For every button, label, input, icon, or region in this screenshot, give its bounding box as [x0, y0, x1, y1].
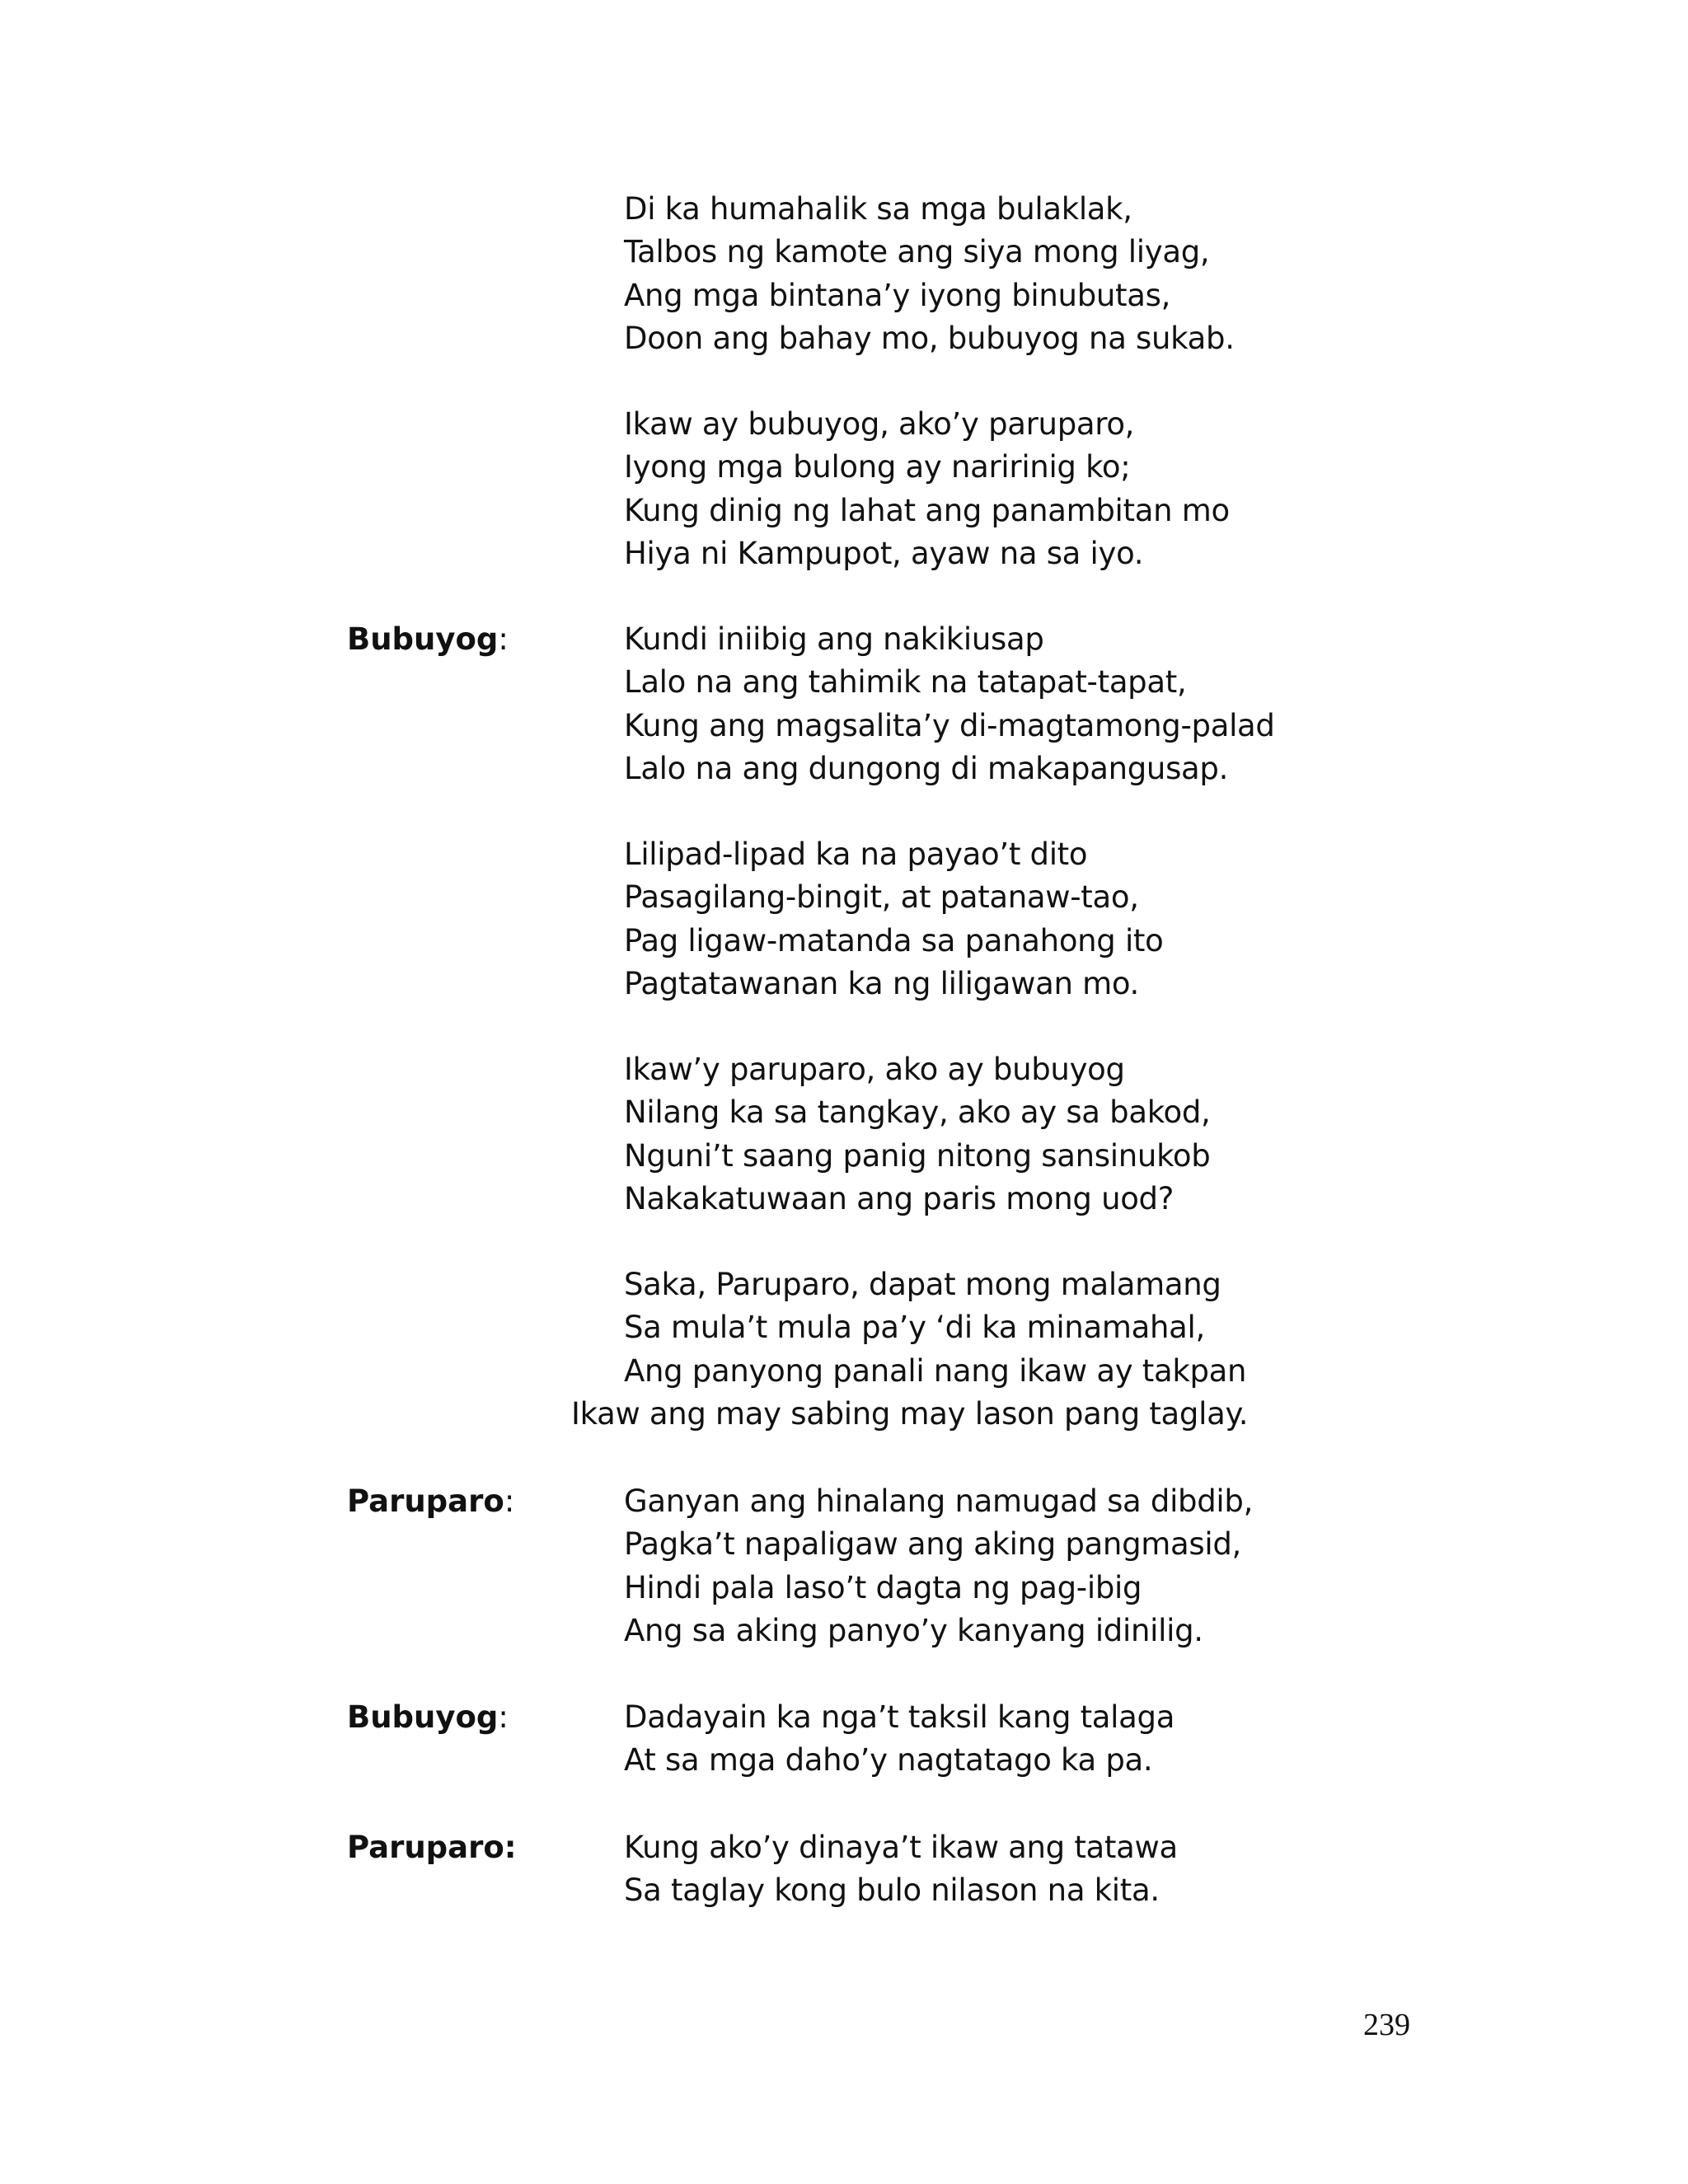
speaker-label	[347, 1696, 509, 1739]
poem-line: Nakakatuwaan ang paris mong uod?	[624, 1181, 1175, 1216]
page-number: 239	[1363, 2008, 1410, 2042]
poem-line: Doon ang bahay mo, bubuyog na sukab.	[624, 321, 1235, 356]
poem-line: Nilang ka sa tangkay, ako ay sa bakod,	[624, 1094, 1211, 1130]
speaker-name: Paruparo:	[347, 1830, 517, 1865]
poem-line: Pasagilang-bingit, at patanaw-tao,	[624, 879, 1139, 915]
poem-line: Hiya ni Kampupot, ayaw na sa iyo.	[624, 536, 1144, 571]
speaker-label	[347, 618, 509, 661]
speaker-name: Bubuyog	[347, 1699, 499, 1735]
poem-line: Dadayain ka nga’t taksil kang talaga	[624, 1699, 1175, 1735]
poem-line: Ganyan ang hinalang namugad sa dibdib,	[624, 1483, 1254, 1519]
poem-line: Kung ako’y dinaya’t ikaw ang tatawa	[624, 1830, 1178, 1865]
poem-line: Pagtatawanan ka ng liligawan mo.	[624, 966, 1139, 1001]
poem-line: Ang sa aking panyo’y kanyang idinilig.	[624, 1613, 1203, 1648]
poem-line: At sa mga daho’y nagtatago ka pa.	[624, 1742, 1153, 1778]
poem-line: Lalo na ang tahimik na tatapat-tapat,	[624, 664, 1187, 700]
poem-line: Sa mula’t mula pa’y ‘di ka minamahal,	[624, 1310, 1205, 1345]
speaker-label	[347, 1826, 517, 1869]
poem-line: Talbos ng kamote ang siya mong liyag,	[624, 234, 1210, 269]
speaker-colon: :	[498, 1699, 509, 1735]
poem-line: Kundi iniibig ang nakikiusap	[624, 621, 1044, 657]
speaker-colon: :	[504, 1483, 515, 1519]
poem-line: Pag ligaw-matanda sa panahong ito	[624, 923, 1164, 958]
speaker-colon: :	[498, 621, 509, 657]
poem-line: Lilipad-lipad ka na payao’t dito	[624, 837, 1088, 872]
speaker-name: Paruparo	[347, 1483, 504, 1519]
speaker-name: Bubuyog	[347, 621, 499, 657]
poem-line: Ang panyong panali nang ikaw ay takpan	[624, 1353, 1247, 1389]
poem-line: Ikaw ang may sabing may lason pang taglay.	[571, 1396, 1249, 1432]
poem-line: Iyong mga bulong ay naririnig ko;	[624, 449, 1131, 485]
poem-line: Hindi pala laso’t dagta ng pag-ibig	[624, 1570, 1142, 1605]
poem-line: Sa taglay kong bulo nilason na kita.	[624, 1872, 1160, 1908]
poem-line: Kung ang magsalita’y di-magtamong-palad	[624, 708, 1275, 743]
poem-line: Saka, Paruparo, dapat mong malamang	[624, 1267, 1221, 1302]
poem-line: Ikaw ay bubuyog, ako’y paruparo,	[624, 406, 1135, 442]
poem-line: Pagka’t napaligaw ang aking pangmasid,	[624, 1526, 1241, 1562]
poem-line: Di ka humahalik sa mga bulaklak,	[624, 191, 1132, 227]
poem-line: Lalo na ang dungong di makapangusap.	[624, 751, 1229, 786]
poem-line: Kung dinig ng lahat ang panambitan mo	[624, 493, 1230, 528]
poem-line: Ikaw’y paruparo, ako ay bubuyog	[624, 1052, 1125, 1087]
poem-line: Nguni’t saang panig nitong sansinukob	[624, 1138, 1211, 1174]
speaker-label	[347, 1480, 514, 1523]
poem-line: Ang mga bintana’y iyong binubutas,	[624, 278, 1171, 313]
